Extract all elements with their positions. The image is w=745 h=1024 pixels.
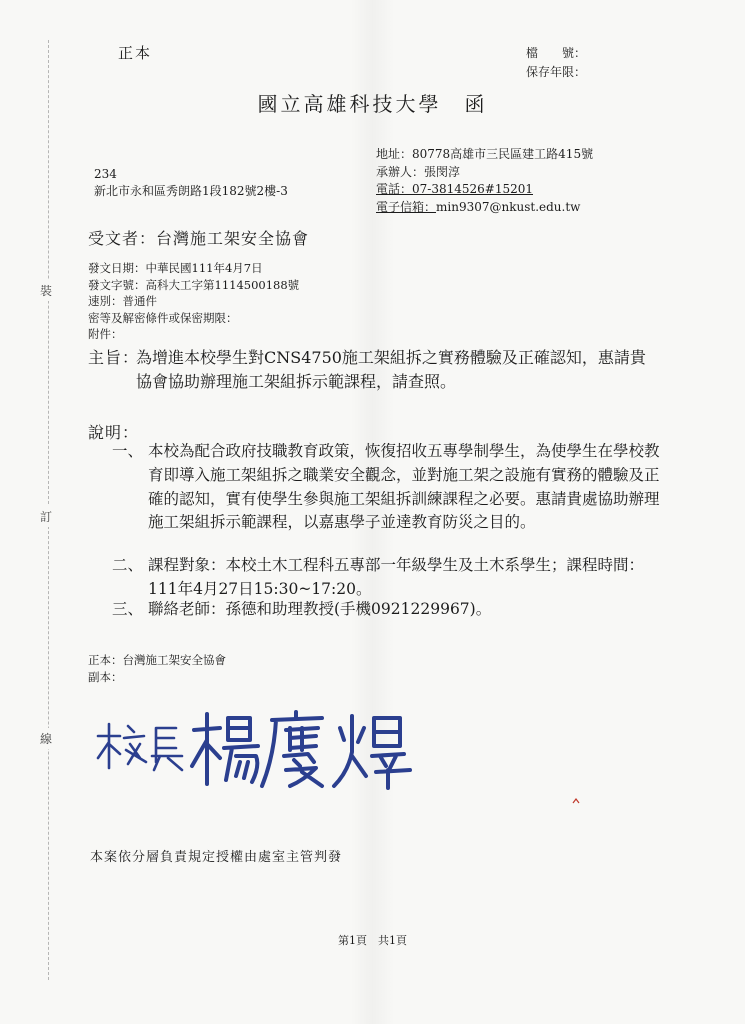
explanation-label: 說明： <box>88 423 140 442</box>
explanation-item-1 <box>112 440 672 560</box>
secrecy-level: 密等及解密條件或保密期限： <box>88 310 238 325</box>
sender-phone: 電話：07-3814526#15201 <box>376 182 533 196</box>
item-text: 課程對象：本校土木工程科五專部一年級學生及土木系學生；課程時間：111年4月27日15:30~17:20。 <box>148 556 645 598</box>
sender-email: min9307@nkust.edu.tw <box>436 199 581 214</box>
subject-label: 主旨： <box>88 348 140 367</box>
item-number: 三、 <box>112 600 144 618</box>
subject-text: 為增進本校學生對CNS4750施工架組拆之實務體驗及正確認知，惠請貴協會協助辦理施工架組拆示範課程，請查照。 <box>136 348 646 391</box>
delegation-note: 本案依分層負責規定授權由處室主管判發 <box>90 850 343 865</box>
binding-mark-ding: 訂 <box>40 506 52 527</box>
archive-info <box>526 44 586 82</box>
ink-spot <box>572 798 580 804</box>
binding-mark-xian: 線 <box>40 728 52 749</box>
item-number: 二、 <box>112 556 144 574</box>
copy-recipient: 副本： <box>88 669 123 684</box>
sender-email-label: 電子信箱： <box>376 199 437 214</box>
retention-label: 保存年限： <box>526 65 587 79</box>
issue-date: 發文日期：中華民國111年4月7日 <box>88 261 263 275</box>
document-title: 國立高雄科技大學 函 <box>257 92 488 116</box>
item-number: 一、 <box>112 442 144 460</box>
item-text: 本校為配合政府技職教育政策，恢復招收五專學制學生，為使學生在學校教育即導入施工架組拆之職業安全觀念，並對施工架之設施有實務的體驗及正確的認知，實有使學生參與施工架組拆訓練課程之必要。惠請貴處協助辦理施工架組拆示範課程，以嘉惠學子並達教育防災之目的。 <box>148 442 660 532</box>
distribution <box>88 652 226 685</box>
explanation-item-2 <box>112 554 672 604</box>
sender-handler: 承辦人：張閔淳 <box>376 164 461 179</box>
copy-mark: 正本 <box>118 44 153 62</box>
file-number-label: 檔 號： <box>526 46 587 60</box>
sender-address: 地址：80778高雄市三民區建工路415號 <box>376 147 594 161</box>
item-text: 聯絡老師：孫德和助理教授(手機0921229967)。 <box>148 600 492 618</box>
binding-mark-zhuang: 裝 <box>40 280 52 301</box>
recipient-address <box>94 166 288 200</box>
delivery-speed: 速別：普通件 <box>88 294 157 308</box>
page-number: 第1頁 共1頁 <box>338 934 407 947</box>
receiver-line: 受文者：台灣施工架安全協會 <box>88 229 310 248</box>
original-recipient: 正本：台灣施工架安全協會 <box>88 653 226 667</box>
document-meta <box>88 260 299 343</box>
postal-code: 234 <box>94 167 117 181</box>
attachment: 附件： <box>88 327 123 341</box>
issue-number: 發文字號：高科大工字第1114500188號 <box>88 277 300 292</box>
explanation-item-3 <box>112 598 672 624</box>
recipient-street-address: 新北市永和區秀朗路1段182號2樓-3 <box>94 184 288 198</box>
president-signature <box>90 706 420 790</box>
sender-info <box>376 146 593 216</box>
